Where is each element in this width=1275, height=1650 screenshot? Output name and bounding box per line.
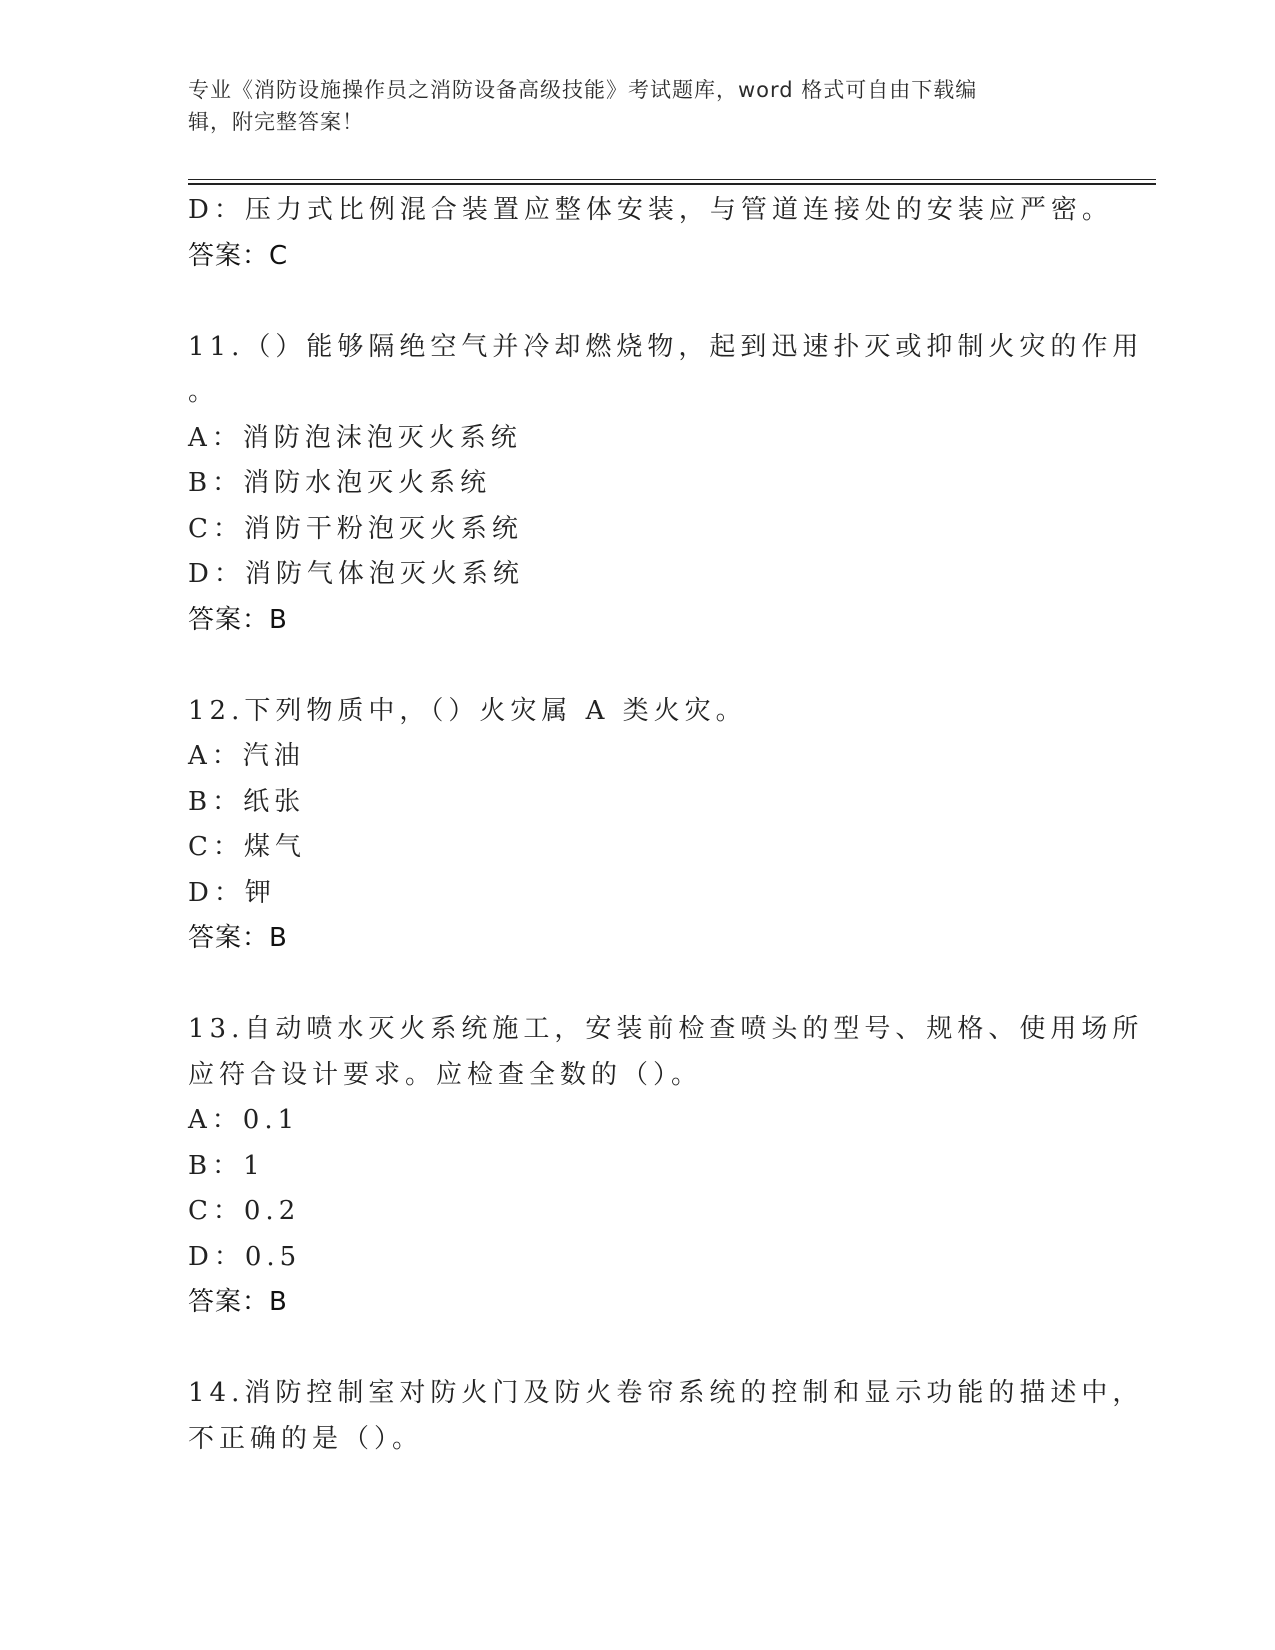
option-line: C：消防干粉泡灭火系统 (188, 513, 523, 544)
question-line: 14.消防控制室对防火门及防火卷帘系统的控制和显示功能的描述中， (188, 1378, 1144, 1408)
question-line: 13.自动喷水灭火系统施工，安装前检查喷头的型号、规格、使用场所 (188, 1014, 1144, 1044)
answer-line: 答案：B (188, 923, 288, 953)
header-divider-thick (188, 183, 1156, 185)
option-line: D：消防气体泡灭火系统 (188, 559, 524, 589)
option-line: A：汽油 (188, 741, 305, 771)
question-list (188, 188, 1144, 1462)
block-spacer (188, 1326, 1088, 1372)
option-line: B：1 (188, 1150, 265, 1181)
block-spacer (188, 279, 1088, 325)
option-line: A：消防泡沫泡灭火系统 (188, 422, 522, 453)
option-line: D：钾 (188, 877, 276, 908)
header-divider-thin (188, 179, 1156, 180)
header-line-1: 专业《消防设施操作员之消防设备高级技能》考试题库，word 格式可自由下载编 (188, 78, 978, 102)
block-spacer (188, 962, 1088, 1008)
document-header (188, 74, 1068, 138)
block-spacer (188, 643, 1088, 689)
option-line: D：压力式比例混合装置应整体安装，与管道连接处的安装应严密。 (188, 195, 1113, 225)
option-line: A：0.1 (188, 1105, 300, 1135)
option-line: B：纸张 (188, 786, 306, 817)
option-line: D：0.5 (188, 1241, 302, 1272)
question-line: 不正确的是（）。 (188, 1423, 424, 1454)
question-line: 11.（）能够隔绝空气并冷却燃烧物，起到迅速扑灭或抑制火灾的作用 (188, 331, 1144, 362)
question-line: 应符合设计要求。应检查全数的（）。 (188, 1059, 703, 1090)
answer-line: 答案：B (188, 1287, 288, 1317)
option-line: B：消防水泡灭火系统 (188, 468, 492, 498)
answer-line: 答案：C (188, 240, 289, 271)
question-line: 12.下列物质中，（）火灾属 A 类火灾。 (188, 695, 747, 726)
header-line-2: 辑，附完整答案！ (188, 110, 364, 134)
option-line: C：0.2 (188, 1196, 301, 1226)
question-line: 。 (188, 377, 220, 407)
option-line: C：煤气 (188, 832, 306, 862)
answer-line: 答案：B (188, 604, 288, 635)
